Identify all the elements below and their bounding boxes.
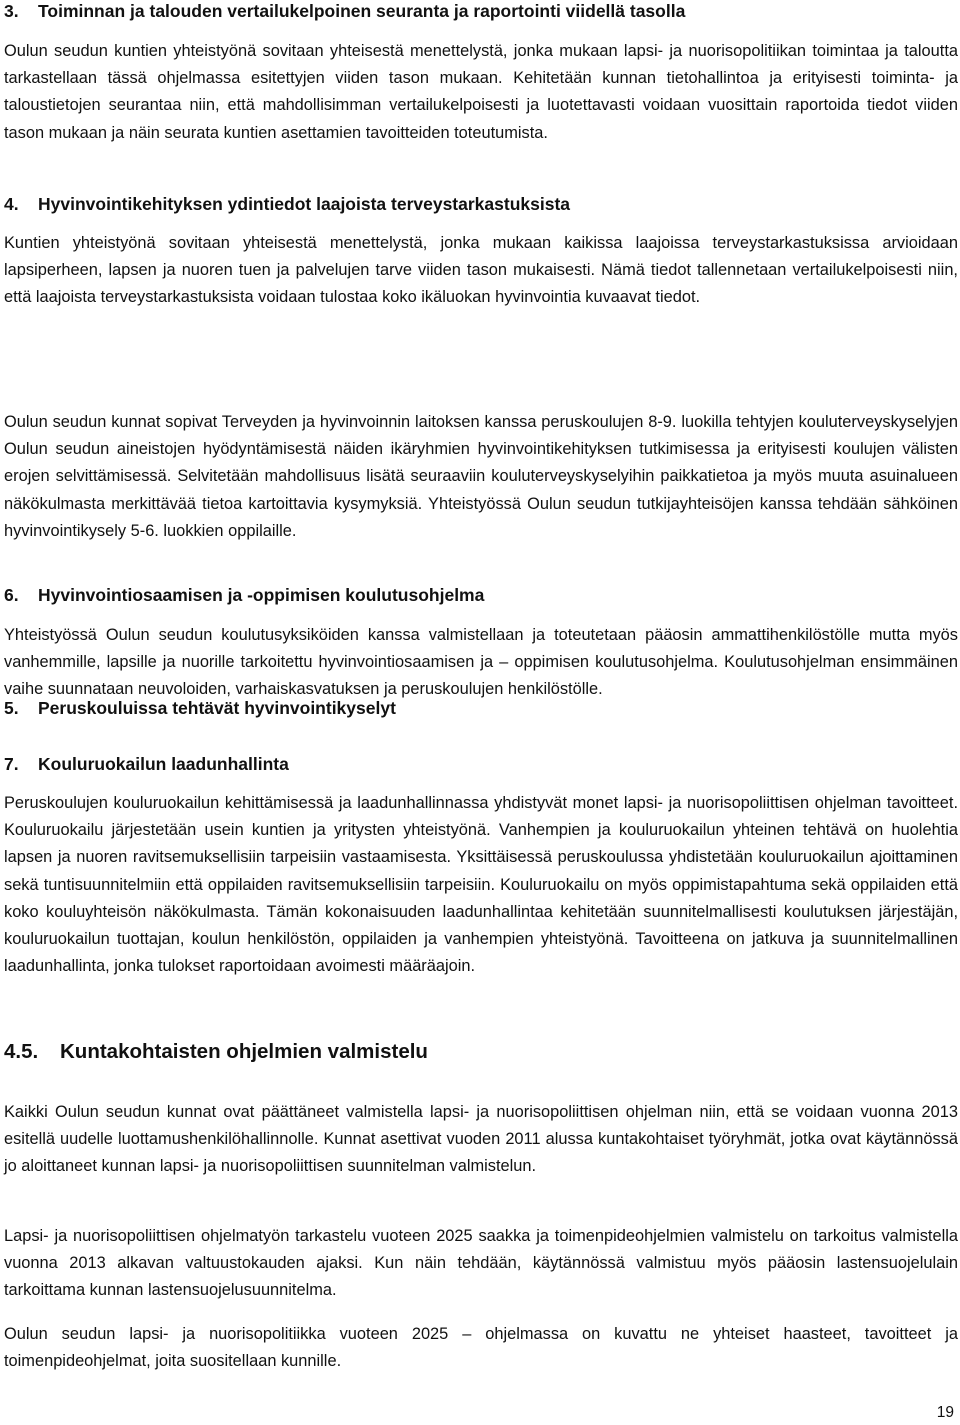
- section-number: 5.: [4, 698, 19, 718]
- section-3-paragraph: Oulun seudun kuntien yhteistyönä sovitaan yhteisestä menettelystä, jonka mukaan lapsi- ja nuorisopolitiikan toimintaa ja taloutta tarkastellaan tässä ohjelmassa esitettyjen viiden tason mukaan. Kehitetään kunnan tietohallintoa ja erityisesti toiminta- ja taloustietojen seurantaa niin, että mahdollisimman vertailukelpoisesti ja luotettavasti voidaan vuosittain raportoida tiedot viiden tason mukaan ja näin seurata kuntien asettamien tavoitteiden toteutumista.: [4, 42, 958, 142]
- section-number: 6.: [4, 585, 19, 605]
- section-5-paragraph: Oulun seudun kunnat sopivat Terveyden ja hyvinvoinnin laitoksen kanssa peruskoulujen 8-9. luokilla tehtyjen kouluterveyskyselyjen Oulun seudun aineistojen hyödyntämisestä näiden ikäryhmien hyvinvointikehityksen tutkimisessa ja erityisesti koulujen välisten erojen selvittämisessä. Selvitetään mahdollisuus lisätä seuraaviin kouluterveyskyselyihin paikkatietoa ja myös muuta asuinalueen näkökulmasta merkittävää tietoa kartoittavia kysymyksiä. Yhteistyössä Oulun seudun tutkijayhteisöjen kanssa tehdään sähköinen hyvinvointikysely 5-6. luokkien oppilaille.: [4, 413, 958, 540]
- section-number: 3.: [4, 1, 19, 21]
- section-title: Peruskouluissa tehtävät hyvinvointikyselyt: [38, 698, 396, 718]
- section-title: Kouluruokailun laadunhallinta: [38, 754, 289, 774]
- section-heading-6: [4, 584, 958, 606]
- subsection-heading-4-5: [4, 1039, 958, 1065]
- section-title: Hyvinvointikehityksen ydintiedot laajoista terveystarkastuksista: [38, 194, 571, 214]
- section-title: Hyvinvointiosaamisen ja -oppimisen koulutusohjelma: [38, 585, 485, 605]
- section-7-paragraph: Peruskoulujen kouluruokailun kehittämisessä ja laadunhallinnassa yhdistyvät monet lapsi- ja nuorisopoliittisen ohjelman tavoitteet. Kouluruokailu järjestetään usein kuntien ja yritysten yhteistyönä. Vanhempien ja kouluruokailun yhteinen tehtävä on huolehtia lapsen ja nuoren ravitsemuksellisiin tarpeisiin vastaamisesta. Yksittäisessä peruskoulussa yhdistetään kouluruokailun ajoittaminen sekä tuntisuunnitelmiin että oppilaiden ravitsemuksellisiin tarpeisiin. Kouluruokailu on myös oppimistapahtuma sekä oppilaiden että koko kouluyhteisön näkökulmasta. Tämän kokonaisuuden laadunhallintaa kehitetään suunnitelmallisesti koulutuksen järjestäjän, kouluruokailun tuottajan, koulun henkilöstön, oppilaiden ja vanhempien yhteistyönä. Tavoitteena on jatkuva ja suunnitelmallinen laadunhallinta, jonka tulokset raportoidaan avoimesti määräajoin.: [4, 794, 958, 976]
- subsection-paragraph-1: Kaikki Oulun seudun kunnat ovat päättäneet valmistella lapsi- ja nuorisopoliittisen ohjelman niin, että se voidaan vuonna 2013 esitellä uudelle luottamushenkilöhallinnolle. Kunnat asettivat vuoden 2011 alussa kuntakohtaiset työryhmät, jotka ovat käytännössä jo aloittaneet kunnan lapsi- ja nuorisopoliittisen suunnitelman valmistelun.: [4, 1103, 958, 1176]
- subsection-title: Kuntakohtaisten ohjelmien valmistelu: [60, 1040, 428, 1063]
- section-number: 4.: [4, 194, 19, 214]
- section-number: 7.: [4, 754, 19, 774]
- subsection-number: 4.5.: [4, 1040, 39, 1063]
- subsection-paragraph-3: Oulun seudun lapsi- ja nuorisopolitiikka vuoteen 2025 – ohjelmassa on kuvattu ne yhteiset haasteet, tavoitteet ja toimenpideohjelmat, joita suositellaan kunnille.: [4, 1325, 958, 1371]
- subsection-paragraph-2: Lapsi- ja nuorisopoliittisen ohjelmatyön tarkastelu vuoteen 2025 saakka ja toimenpideohjelmien valmistelu on tarkoitus valmistella vuonna 2013 alkavan valtuustokauden ajaksi. Kun näin tehdään, käytännössä valmistuu myös pääosin lastensuojelulain tarkoittama kunnan lastensuojelusuunnitelma.: [4, 1227, 958, 1300]
- section-title: Toiminnan ja talouden vertailukelpoinen seuranta ja raportointi viidellä tasolla: [38, 1, 686, 21]
- section-heading-7: [4, 753, 958, 775]
- page-number: 19: [936, 1404, 954, 1421]
- section-6-paragraph: Yhteistyössä Oulun seudun koulutusyksiköiden kanssa valmistellaan ja toteutetaan pääosin ammattihenkilöstölle mutta myös vanhemmille, lapsille ja nuorille tarkoitettu hyvinvointiosaamisen ja – oppimisen koulutusohjelma. Koulutusohjelman ensimmäinen vaihe suunnataan neuvoloiden, varhaiskasvatuksen ja peruskoulujen henkilöstölle.: [4, 626, 958, 699]
- section-4-paragraph: Kuntien yhteistyönä sovitaan yhteisestä menettelystä, jonka mukaan kaikissa laajoissa terveystarkastuksissa arvioidaan lapsiperheen, lapsen ja nuoren tuen ja palvelujen tarve viiden tason mukaisesti. Nämä tiedot tallennetaan vertailukelpoisesti niin, että laajoista terveystarkastuksista voidaan tulostaa koko ikäluokan hyvinvointia kuvaavat tiedot.: [4, 234, 958, 307]
- section-heading-3: [4, 0, 958, 22]
- section-heading-4: [4, 193, 958, 215]
